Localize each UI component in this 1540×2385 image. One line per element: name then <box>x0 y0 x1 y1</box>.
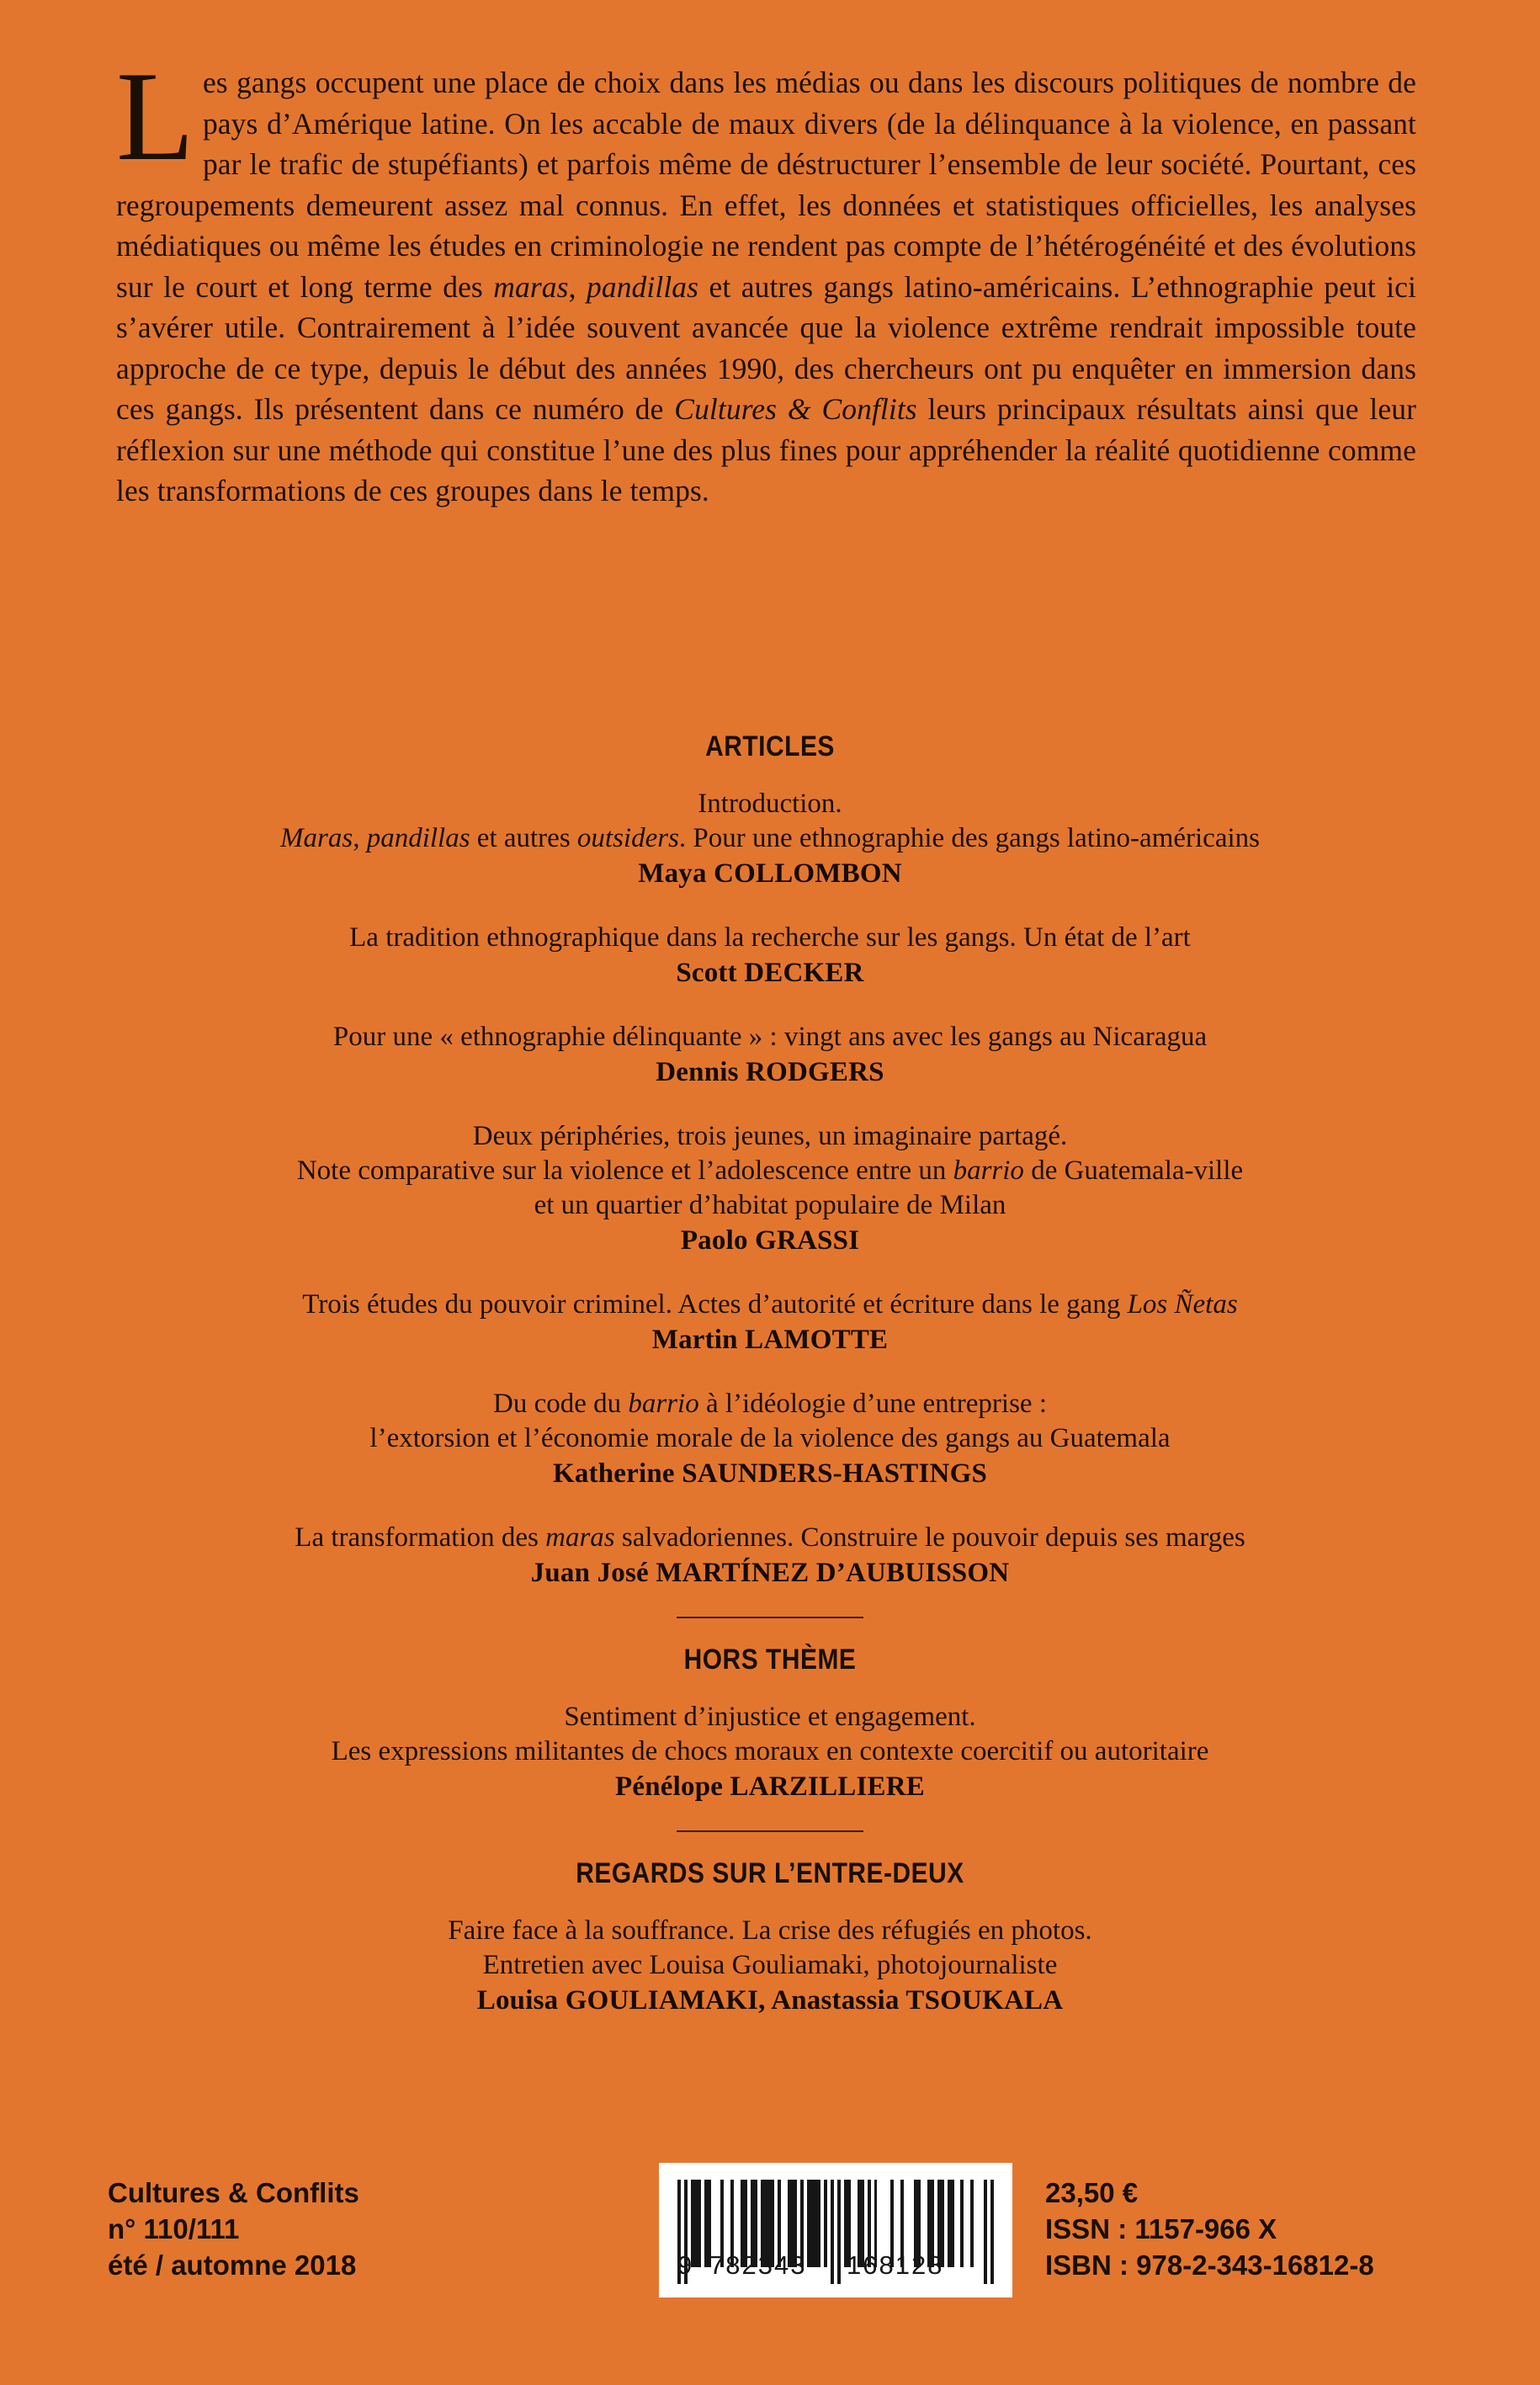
toc-entry[interactable] <box>50 1700 1490 1805</box>
barcode-lead-digit: 9 <box>677 2250 694 2280</box>
issue-number: n° 110/111 <box>108 2213 240 2244</box>
toc-entry[interactable] <box>50 1521 1490 1591</box>
entry-title-text: et un quartier d’habitat populaire de Milan <box>534 1190 1006 1220</box>
section-heading: REGARDS SUR L’ENTRE-DEUX <box>576 1857 964 1889</box>
blurb-emphasis-journal: Cultures & Conflits <box>674 392 917 426</box>
entry-title-line <box>50 1521 1490 1555</box>
section-heading: HORS THÈME <box>683 1644 857 1676</box>
entry-title-line <box>50 921 1490 955</box>
entry-title-line <box>50 821 1490 856</box>
spacer <box>50 1890 1490 1914</box>
entry-title-text: Deux périphéries, trois jeunes, un imaginaire partagé. <box>472 1121 1068 1151</box>
entry-title-text: Du code du <box>492 1389 629 1419</box>
entry-title-emphasis: maras <box>545 1522 615 1553</box>
section-divider <box>677 1617 863 1618</box>
barcode <box>659 2163 1012 2297</box>
entry-title-text: , <box>353 823 367 853</box>
barcode-digits <box>677 2250 994 2281</box>
toc-entry[interactable] <box>50 1288 1490 1358</box>
entry-title-text: Les expressions militantes de chocs moraux en contexte coercitif ou autoritaire <box>331 1736 1209 1766</box>
issue-date: été / automne 2018 <box>108 2250 357 2281</box>
toc-entry[interactable] <box>50 1119 1490 1259</box>
table-of-contents <box>50 730 1490 2019</box>
entry-title-emphasis: Los Ñetas <box>1127 1289 1238 1320</box>
back-cover-blurb <box>116 45 1416 512</box>
entry-title-emphasis: barrio <box>628 1389 699 1419</box>
entry-title-line <box>50 1188 1490 1223</box>
toc-entry[interactable] <box>50 1914 1490 2019</box>
entry-author: Louisa GOULIAMAKI, Anastassia TSOUKALA <box>476 1985 1064 2016</box>
entry-title-text: Entretien avec Louisa Gouliamaki, photojournaliste <box>482 1950 1058 1980</box>
entry-title-emphasis: Maras <box>280 823 353 853</box>
entry-author: Pénélope LARZILLIERE <box>615 1771 925 1802</box>
entry-title-text: à l’idéologie d’une entreprise : <box>698 1389 1047 1419</box>
entry-title-text: Pour une « ethnographie délinquante » : vingt ans avec les gangs au Nicaragua <box>332 1022 1208 1052</box>
entry-title-text: l’extorsion et l’économie morale de la violence des gangs au Guatemala <box>369 1423 1171 1453</box>
entry-title-text: Sentiment d’injustice et engagement. <box>564 1702 976 1732</box>
blurb-text-part-2: , <box>568 269 587 304</box>
entry-title-line <box>50 1734 1490 1769</box>
blurb-text-part-3: et autres gangs latino-américains. L’ethnographie peut ici s’avérer utile. Contrairement à l’idée souvent avancée que la violence extrême rendrait impossible toute approche de ce type, depuis le début des années 1990, des chercheurs ont pu enquêter en immersion dans ces gangs. Ils présentent dans ce numéro de <box>116 269 1416 426</box>
entry-title-line <box>50 1387 1490 1421</box>
blurb-emphasis-maras: maras <box>493 269 569 304</box>
barcode-left-digits: 782343 <box>709 2250 807 2280</box>
drop-cap: L <box>116 45 194 187</box>
entry-title-line <box>50 1154 1490 1188</box>
blurb-text-part-4: leurs principaux résultats ainsi que leur réflexion sur une méthode qui constitue l’une des plus fines pour appréhender la réalité quotidienne comme les transformations de ces groupes dans le temps. <box>116 392 1416 507</box>
entry-author: Dennis RODGERS <box>656 1057 884 1087</box>
entry-title-text: . Pour une ethnographie des gangs latino-américains <box>678 823 1260 853</box>
entry-title-emphasis: barrio <box>953 1155 1024 1186</box>
entry-author: Martin LAMOTTE <box>651 1325 889 1355</box>
toc-entry[interactable] <box>50 1387 1490 1492</box>
entry-title-text: Introduction. <box>698 789 842 819</box>
entry-title-line <box>50 1020 1490 1054</box>
toc-entry[interactable] <box>50 921 1490 991</box>
spacer <box>50 1676 1490 1700</box>
entry-title-text: Trois études du pouvoir criminel. Actes d’autorité et écriture dans le gang <box>302 1289 1128 1320</box>
entry-title-line <box>50 1948 1490 1983</box>
isbn: ISBN : 978-2-343-16812-8 <box>1045 2250 1374 2281</box>
entry-title-line <box>50 1700 1490 1734</box>
entry-title-line <box>50 1288 1490 1322</box>
entry-title-line <box>50 787 1490 821</box>
section-divider <box>677 1830 863 1832</box>
codes-block <box>1045 2175 1374 2283</box>
entry-title-line <box>50 1119 1490 1154</box>
journal-title: Cultures & Conflits <box>108 2177 359 2208</box>
spacer <box>50 763 1490 787</box>
section-heading: ARTICLES <box>705 730 835 762</box>
entry-title-text: Note comparative sur la violence et l’adolescence entre un <box>296 1155 953 1186</box>
entry-title-text: La transformation des <box>295 1522 546 1553</box>
entry-title-text: de Guatemala-ville <box>1023 1155 1244 1186</box>
entry-title-emphasis: outsiders <box>576 823 679 853</box>
entry-title-text: salvadoriennes. Construire le pouvoir depuis ses marges <box>614 1522 1245 1553</box>
blurb-emphasis-pandillas: pandillas <box>587 269 699 304</box>
imprint-block <box>108 2175 359 2283</box>
toc-entry[interactable] <box>50 787 1490 892</box>
entry-title-line <box>50 1914 1490 1948</box>
entry-author: Katherine SAUNDERS-HASTINGS <box>552 1458 988 1489</box>
toc-entry[interactable] <box>50 1020 1490 1091</box>
entry-author: Juan José MARTÍNEZ D’AUBUISSON <box>530 1558 1010 1588</box>
entry-title-text: Faire face à la souffrance. La crise des réfugiés en photos. <box>448 1915 1092 1946</box>
entry-author: Scott DECKER <box>676 958 864 988</box>
price: 23,50 € <box>1045 2177 1139 2208</box>
barcode-right-digits: 168128 <box>847 2250 944 2280</box>
blurb-text-part-1: es gangs occupent une place de choix dans les médias ou dans les discours politiques de nombre de pays d’Amérique latine. On les accable de maux divers (de la délinquance à la violence, en passant par le trafic de stupéfiants) et parfois même de déstructurer l’ensemble de leur société. Pourtant, ces regroupements demeurent assez mal connus. En effet, les données et statistiques officielles, les analyses médiatiques ou même les études en criminologie ne rendent pas compte de l’hétérogénéité et des évolutions sur le court et long terme des <box>116 66 1416 304</box>
entry-title-line <box>50 1421 1490 1456</box>
issn: ISSN : 1157-966 X <box>1045 2213 1277 2244</box>
entry-title-text: La tradition ethnographique dans la recherche sur les gangs. Un état de l’art <box>349 922 1191 953</box>
entry-author: Maya COLLOMBON <box>638 858 902 889</box>
entry-author: Paolo GRASSI <box>680 1225 860 1256</box>
cover-footer <box>0 2154 1540 2323</box>
entry-title-emphasis: pandillas <box>366 823 470 853</box>
entry-title-text: et autres <box>470 823 577 853</box>
